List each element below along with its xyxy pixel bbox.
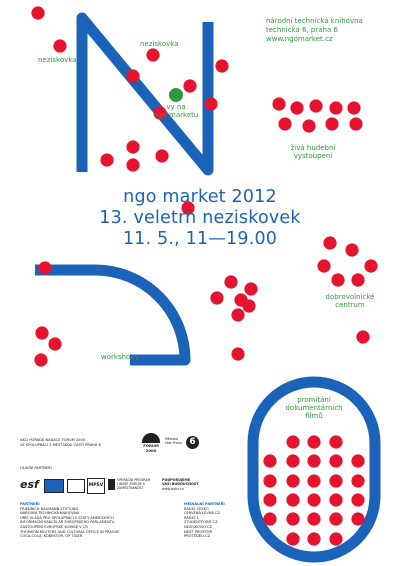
partner-item: NÁRODNÍ TECHNICKÁ KNIHOVNA [20,511,80,516]
red-dot [242,299,255,312]
mpsv-text: MPSV [88,483,104,488]
red-dot [231,347,244,360]
partner-logo-small [67,479,85,493]
red-dot [286,532,299,545]
label-dobro-line-1: dobrovolnické [325,293,375,301]
red-dot [126,69,139,82]
red-dot [286,512,299,525]
label-promitani [276,396,352,420]
red-dot [183,79,196,92]
label-ziva-line-1: živá hudební [290,144,336,152]
partners-block [20,502,160,539]
red-dot [286,474,299,487]
forum-2000-text: FORUM 2000 [143,443,159,453]
label-workshopy: workshopy [101,353,139,361]
praha-6-badge [186,436,199,449]
red-dot [263,454,276,467]
red-dot [263,493,276,506]
red-dot [290,101,303,114]
support-line-3: www.esfcr.cz [162,486,184,491]
partner-item: THOMSON REUTERS AND CULTURAL OFFICE IN PRAGUE [20,529,120,534]
red-dot [204,97,217,110]
red-dot [307,454,320,467]
red-dot [231,308,244,321]
media-item: STUDENTPOINT.CZ [184,520,218,525]
red-dot [302,119,315,132]
label-ziva-hudebni [278,144,348,160]
esf-text: esf [20,478,39,491]
red-dot [331,273,344,286]
media-item: RÁDIO ČESKO [184,506,209,511]
red-dot [146,48,159,61]
red-dot [351,474,364,487]
red-dot [100,153,113,166]
partner-item: ZASTOUPENÍ EVROPSKÉ KOMISE V ČR [20,524,88,529]
headline-line-2: 13. veletrh neziskovek [99,208,301,228]
red-dot [126,158,139,171]
partners-title: PARTNEŘI [20,502,40,506]
red-dot [126,140,139,153]
eu-flag-logo [44,479,64,493]
support-line-1: PODPORUJEME [162,478,191,482]
red-dot [351,273,364,286]
headline-line-3: 11. 5., 11—19.00 [122,229,278,249]
red-dot [286,435,299,448]
label-dobrovolnicke [312,293,388,309]
red-dot [329,493,342,506]
red-dot [35,326,48,339]
media-item: NEZISKOVKY.CZ [184,524,212,529]
esf-logo [20,478,40,492]
label-promit-line-3: filmů [305,412,323,420]
red-dot [307,512,320,525]
red-dot [329,474,342,487]
red-dot [155,149,168,162]
red-dot [351,454,364,467]
label-vy-na-ngo [148,103,204,119]
op-logo [108,478,158,492]
praha-6-logo [165,435,205,451]
red-dot [317,259,330,272]
red-dot [329,512,342,525]
organizer-line-1: AKCI POŘÁDÁ NADACE FORUM 2000 [20,438,86,442]
op-mark [108,479,115,490]
red-dot [210,291,223,304]
media-item: RÁDIO 1 [184,515,199,520]
red-dot [215,59,228,72]
partner-item: COCA-COLA, KOBEKTOR, OP TIGER [20,534,83,539]
red-dot [286,454,299,467]
red-dot [224,275,237,288]
red-dot [325,117,338,130]
red-dot [307,532,320,545]
praha-6-text: Městská část Praha [165,437,182,445]
partner-item: FRIEDRICH NAUMANN STIFTUNG [20,506,79,511]
partner-item: HŘÍŠ VLÁDA PRO SPOLUPRÁCI S STÁTY AMERICKÝCH [20,515,114,520]
venue-line-2: technická 6, praha 6 [266,26,338,34]
red-dot [286,493,299,506]
red-dot [329,435,342,448]
red-dot [351,512,364,525]
ngo-letterforms [35,18,375,557]
partner-item: INFORMAČNÍ KANCELÁŘ EVROPSKÉHO PARLAMENTU [20,520,115,525]
support-logo [162,478,202,491]
red-dot [53,39,66,52]
red-dot [307,474,320,487]
red-dot [263,474,276,487]
headline-block [0,187,400,250]
label-dobro-line-2: centrum [335,301,365,309]
headline-line-1: ngo market 2012 [123,187,277,207]
red-dot [364,259,377,272]
media-item: PROTĚDĚLI.CZ [184,534,211,539]
red-dot [278,117,291,130]
red-dot [244,282,257,295]
red-dot [38,261,51,274]
green-dot-vy [169,88,183,102]
label-neziskovka-left: neziskovka [38,56,77,64]
support-line-2: VAŠI BUDOUCNOST [162,482,199,487]
red-dot [329,101,342,114]
venue-line-3: www.ngomarket.cz [266,35,333,43]
label-promit-line-1: promítání [297,396,331,404]
forum-2000-logo [140,433,162,453]
red-dot [329,454,342,467]
red-dot [329,532,342,545]
red-dot [351,493,364,506]
red-dot [356,330,369,343]
red-dot [349,117,362,130]
red-dot [263,512,276,525]
label-vy-line-1: vy na [166,103,186,111]
label-promit-line-2: dokumentárních [285,404,343,412]
mpsv-logo [87,478,105,494]
red-dot [48,337,61,350]
praha-6-num: 6 [189,437,196,447]
venue-block [266,17,363,44]
red-dot [347,101,360,114]
red-dot [34,353,47,366]
red-dot [272,97,285,110]
venue-line-1: národní technická knihovna [266,17,363,25]
media-partners-block [184,502,254,539]
red-dot [307,435,320,448]
label-neziskovka-top: neziskovka [140,40,179,48]
label-vy-line-2: ngo marketu [153,111,199,119]
media-partners-title: MEDIÁLNÍ PARTNEŘI [184,502,225,506]
red-dot [309,99,322,112]
media-item: NEXT PROSTOR [184,529,212,534]
red-dot [307,493,320,506]
media-item: ČERVENÁ LEVNÁ.CZ [184,511,221,516]
main-partners-title: HLAVNÍ PARTNEŘI [20,466,52,470]
organizer-block [20,438,160,447]
red-dot [31,6,44,19]
op-text: OPERAČNÍ PROGRAM LIDSKÉ ZDROJE A ZAMĚSTNANOST [117,478,151,491]
forum-2000-mark [142,433,160,443]
label-ziva-line-2: vystoupení [293,152,333,160]
organizer-line-2: VE SPOLUPRÁCI S MĚSTSKOU ČÁSTÍ PRAHA 6 [20,442,101,447]
